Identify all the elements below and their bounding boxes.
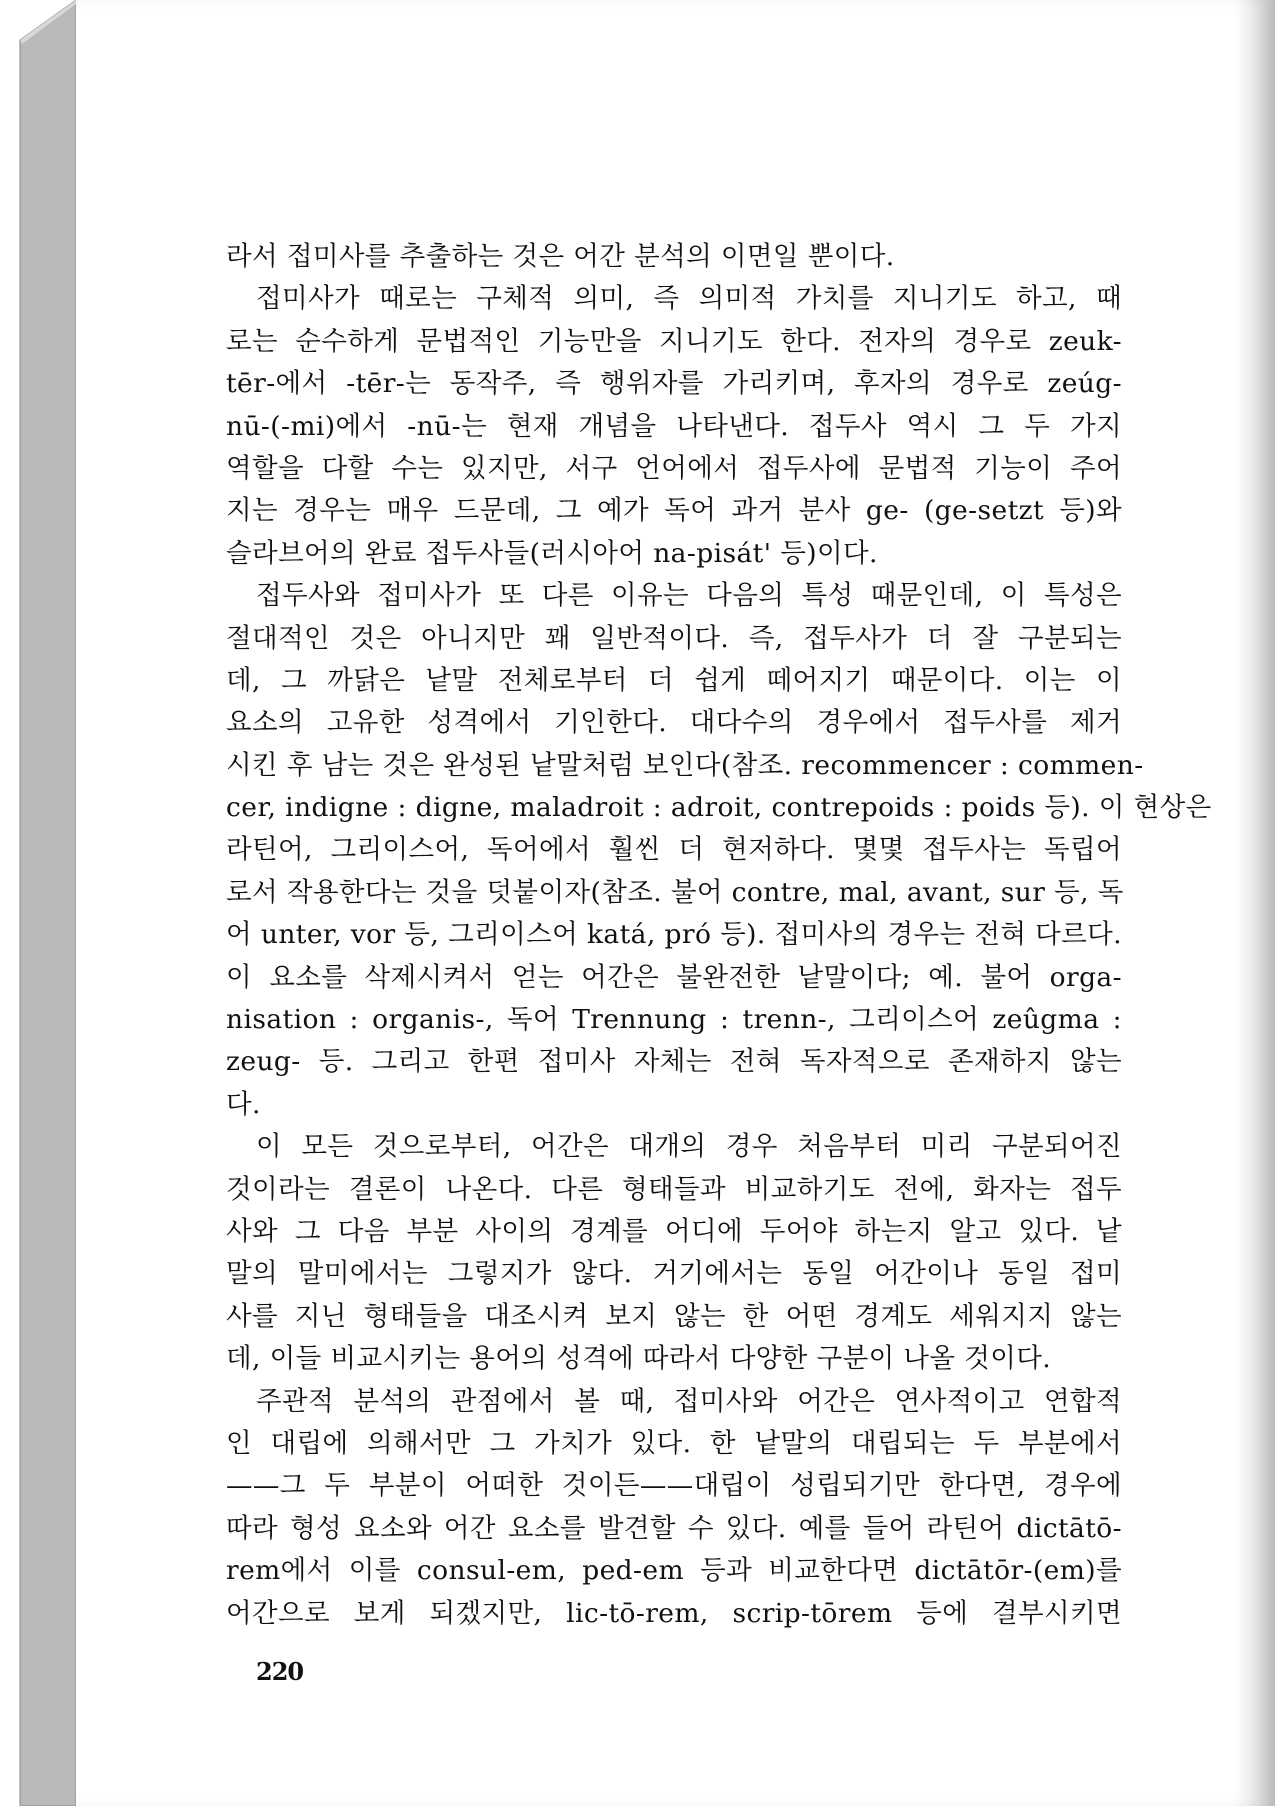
text-line: 사를 지닌 형태들을 대조시켜 보지 않는 한 어떤 경계도 세워지지 않는: [226, 1300, 1122, 1332]
text-line: zeug- 등. 그리고 한편 접미사 자체는 전혀 독자적으로 존재하지 않는: [226, 1046, 1122, 1078]
text-line: 접미사가 때로는 구체적 의미, 즉 의미적 가치를 지니기도 하고, 때: [256, 283, 1122, 315]
text-line: 라틴어, 그리이스어, 독어에서 훨씬 더 현저하다. 몇몇 접두사는 독립어: [226, 834, 1122, 866]
text-line: 이 요소를 삭제시켜서 얻는 어간은 불완전한 낱말이다; 예. 불어 orga-: [226, 961, 1122, 993]
text-line: 절대적인 것은 아니지만 꽤 일반적이다. 즉, 접두사가 더 잘 구분되는: [226, 622, 1122, 654]
text-line: 말의 말미에서는 그렇지가 않다. 거기에서는 동일 어간이나 동일 접미: [226, 1258, 1122, 1290]
text-line: 이 모든 것으로부터, 어간은 대개의 경우 처음부터 미리 구분되어진: [256, 1131, 1122, 1163]
text-line: 다.: [226, 1088, 261, 1120]
text-line: 시킨 후 남는 것은 완성된 낱말처럼 보인다(참조. recommencer : commen-: [226, 749, 1144, 781]
text-line: 로서 작용한다는 것을 덧붙이자(참조. 불어 contre, mal, avant, sur 등, 독: [226, 876, 1124, 908]
text-line: 데, 이들 비교시키는 용어의 성격에 따라서 다양한 구분이 나올 것이다.: [226, 1343, 1052, 1375]
text-line: 역할을 다할 수는 있지만, 서구 언어에서 접두사에 문법적 기능이 주어: [226, 452, 1122, 484]
page-number: 220: [256, 1657, 304, 1686]
text-line: ——그 두 부분이 어떠한 것이든——대립이 성립되기만 한다면, 경우에: [226, 1470, 1122, 1502]
text-line: 요소의 고유한 성격에서 기인한다. 대다수의 경우에서 접두사를 제거: [226, 707, 1122, 739]
text-line: 사와 그 다음 부분 사이의 경계를 어디에 두어야 하는지 알고 있다. 낱: [226, 1215, 1122, 1247]
text-line: 지는 경우는 매우 드문데, 그 예가 독어 과거 분사 ge- (ge-setzt 등)와: [226, 495, 1122, 527]
text-line: 것이라는 결론이 나온다. 다른 형태들과 비교하기도 전에, 화자는 접두: [226, 1173, 1122, 1205]
text-line: 데, 그 까닭은 낱말 전체로부터 더 쉽게 떼어지기 때문이다. 이는 이: [226, 664, 1122, 696]
text-line: 라서 접미사를 추출하는 것은 어간 분석의 이면일 뿐이다.: [226, 241, 895, 272]
text-line: nū-(-mi)에서 -nū-는 현재 개념을 나타낸다. 접두사 역시 그 두 가지: [226, 410, 1122, 442]
text-line: 로는 순수하게 문법적인 기능만을 지니기도 한다. 전자의 경우로 zeuk-: [226, 325, 1122, 357]
text-line: 어간으로 보게 되겠지만, lic-tō-rem, scrip-tōrem 등에 결부시키면: [226, 1597, 1122, 1629]
text-line: 어 unter, vor 등, 그리이스어 katá, pró 등). 접미사의 경우는 전혀 다르다.: [226, 919, 1122, 951]
text-line: tēr-에서 -tēr-는 동작주, 즉 행위자를 가리키며, 후자의 경우로 zeúg-: [226, 368, 1122, 400]
page-body-text: [226, 236, 1212, 1635]
text-line: 슬라브어의 완료 접두사들(러시아어 na-pisát' 등)이다.: [226, 537, 878, 569]
text-line: 주관적 분석의 관점에서 볼 때, 접미사와 어간은 연사적이고 연합적: [256, 1385, 1122, 1417]
text-line: 접두사와 접미사가 또 다른 이유는 다음의 특성 때문인데, 이 특성은: [256, 580, 1122, 612]
text-line: 인 대립에 의해서만 그 가치가 있다. 한 낱말의 대립되는 두 부분에서: [226, 1427, 1122, 1459]
text-line: nisation : organis-, 독어 Trennung : trenn-, 그리이스어 zeûgma :: [226, 1004, 1122, 1036]
page-edge-shadow: [1235, 0, 1275, 1806]
text-line: 따라 형성 요소와 어간 요소를 발견할 수 있다. 예를 들어 라틴어 dictātō-: [226, 1512, 1122, 1544]
text-line: cer, indigne : digne, maladroit : adroit, contrepoids : poids 등). 이 현상은: [226, 792, 1212, 824]
book-spine: [0, 0, 80, 1806]
text-line: rem에서 이를 consul-em, ped-em 등과 비교한다면 dictātōr-(em)를: [226, 1555, 1122, 1587]
